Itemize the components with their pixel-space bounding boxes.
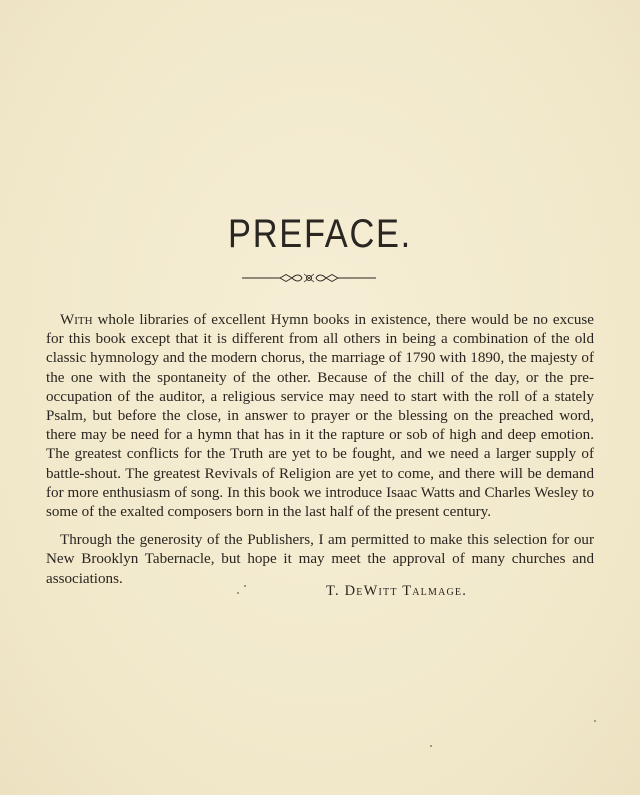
page-title: PREFACE. — [228, 212, 412, 256]
print-speck — [594, 720, 596, 722]
print-speck — [237, 592, 239, 594]
scroll-divider-icon — [242, 272, 376, 284]
author-signature: T. DeWitt Talmage. — [326, 583, 468, 599]
print-speck — [430, 745, 432, 747]
preface-body — [46, 311, 594, 589]
paragraph-lead-word: With — [60, 312, 93, 328]
preface-paragraph-2: Through the generosity of the Publishers, I am permitted to make this selection for our New Brooklyn Tabernacle, but hope it may meet the approval of many churches and associations. — [46, 532, 594, 587]
preface-paragraph-1 — [46, 311, 594, 522]
paragraph-1-text: whole libraries of excellent Hymn books in existence, there would be no excuse for this book except that it is different from all others in being a combination of the old classic hymnology and the modern chorus, the marriage of 1790 with 1890, the majesty of the one with the spontaneity of the other. Because of the chill of the day, or the pre-occupation of the auditor, a religious service may need to start with the roll of a stately Psalm, but before the close, in answer to prayer or the blessing on the preached word, there may be need for a hymn that has in it the rapture or sob of high and deep emotion. The greatest conflicts for the Truth are yet to be fought, and we need a larger supply of battle-shout. The greatest Revivals of Religion are yet to come, and there will be demand for more enthusiasm of song. In this book we introduce Isaac Watts and Charles Wesley to some of the exalted composers born in the last half of the present century. — [46, 312, 594, 521]
print-speck — [244, 585, 246, 587]
